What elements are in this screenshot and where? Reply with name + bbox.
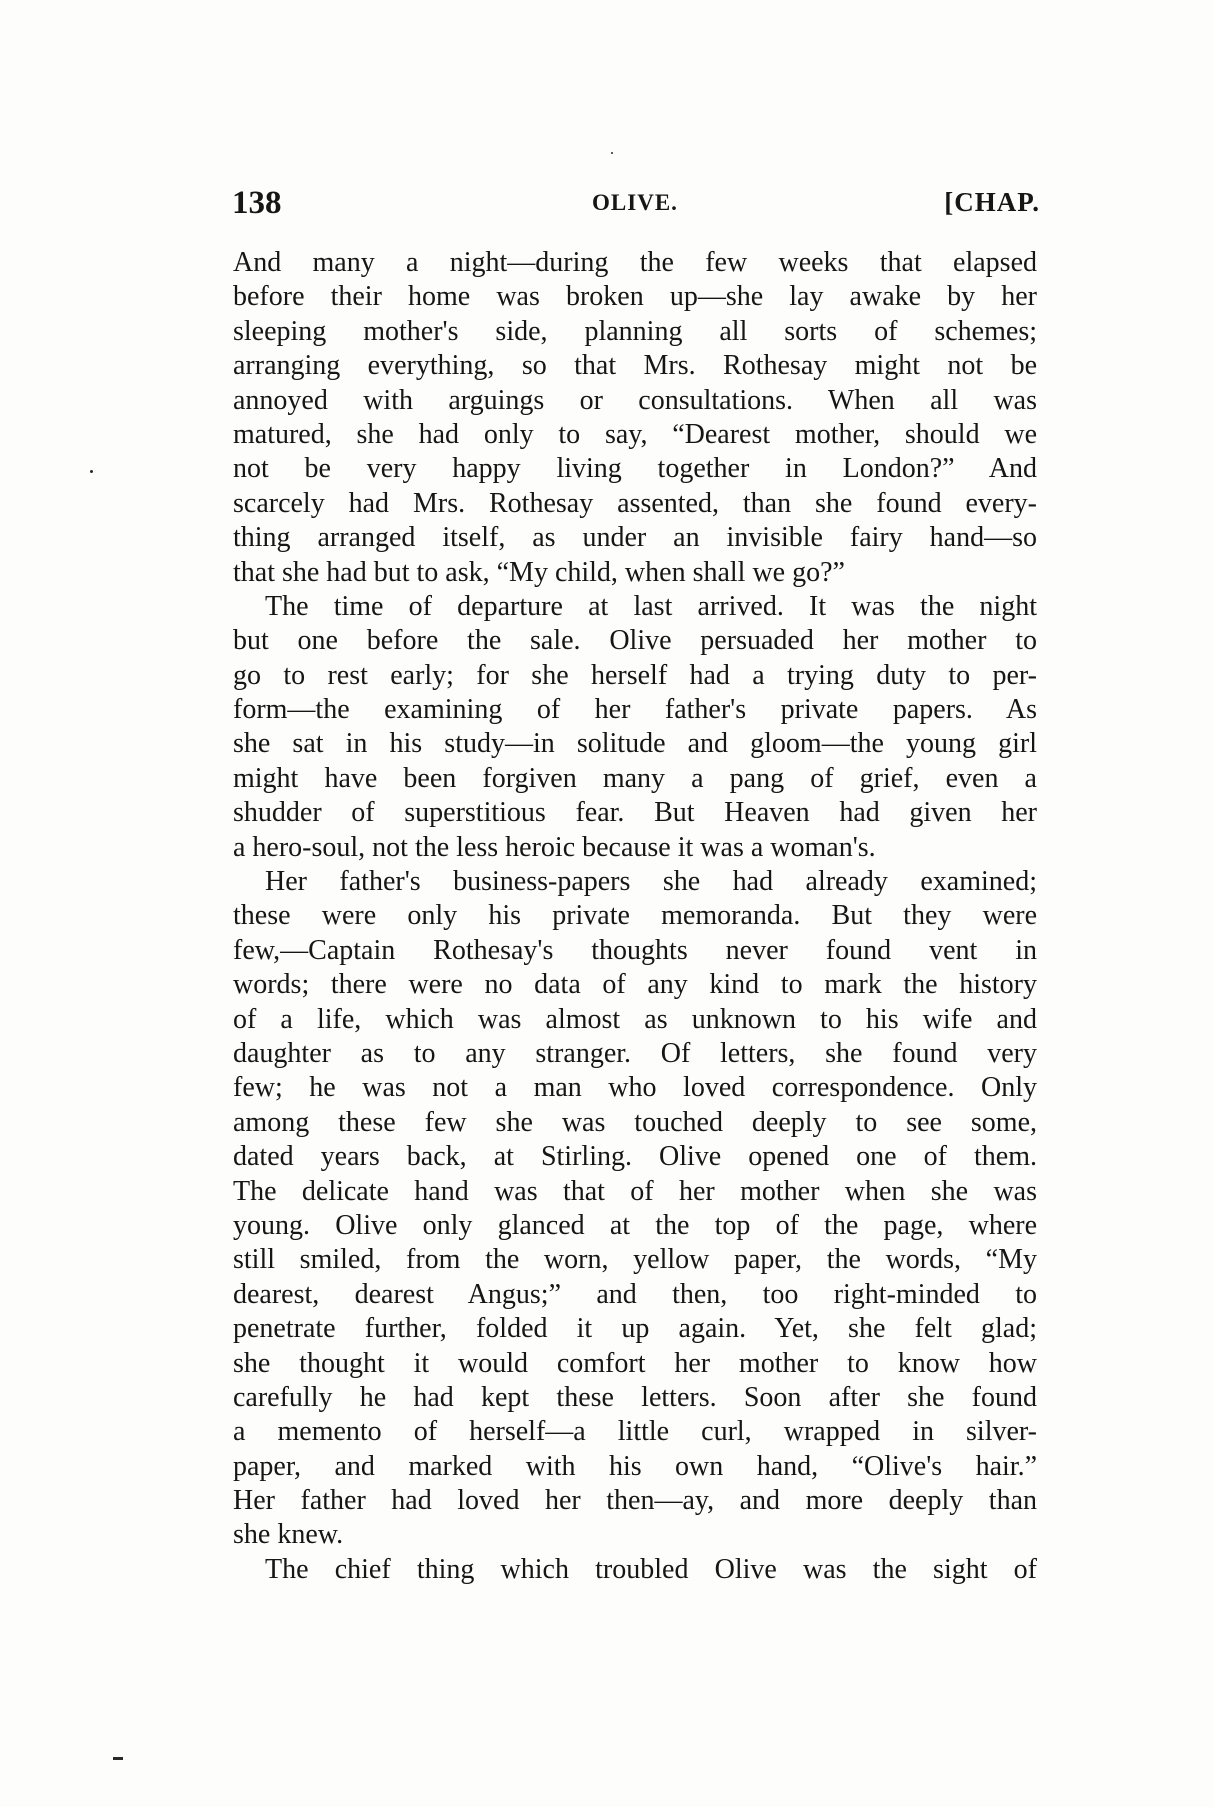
- text-line: of a life, which was almost as unknown to his wife and: [233, 1003, 1037, 1035]
- text-line: young. Olive only glanced at the top of the page, where: [233, 1209, 1037, 1241]
- text-line: Her father had loved her then—ay, and more deeply than: [233, 1485, 1037, 1517]
- scan-speck: [90, 470, 93, 473]
- text-line: scarcely had Mrs. Rothesay assented, than she found every-: [233, 487, 1037, 519]
- text-line: words; there were no data of any kind to mark the history: [233, 969, 1037, 1001]
- page-header: [230, 185, 1040, 225]
- text-line: The time of departure at last arrived. It was the night: [265, 590, 1037, 622]
- text-line: The chief thing which troubled Olive was the sight of: [265, 1553, 1037, 1585]
- text-line: she thought it would comfort her mother to know how: [233, 1347, 1037, 1379]
- text-line: dearest, dearest Angus;” and then, too right-minded to: [233, 1278, 1037, 1310]
- page-number: 138: [232, 185, 282, 221]
- text-line: paper, and marked with his own hand, “Olive's hair.”: [233, 1450, 1037, 1482]
- text-line: she sat in his study—in solitude and gloom—the young girl: [233, 728, 1037, 760]
- text-line: still smiled, from the worn, yellow paper, the words, “My: [233, 1244, 1037, 1276]
- text-line: form—the examining of her father's private papers. As: [233, 694, 1037, 726]
- text-line: a memento of herself—a little curl, wrapped in silver-: [233, 1416, 1037, 1448]
- body-text: [233, 246, 1037, 1587]
- text-line: not be very happy living together in London?” And: [233, 453, 1037, 485]
- text-line: penetrate further, folded it up again. Yet, she felt glad;: [233, 1313, 1037, 1345]
- text-line: The delicate hand was that of her mother when she was: [233, 1175, 1037, 1207]
- scan-speck: [611, 152, 613, 154]
- text-line: sleeping mother's side, planning all sorts of schemes;: [233, 315, 1037, 347]
- text-line: daughter as to any stranger. Of letters, she found very: [233, 1037, 1037, 1069]
- running-title: OLIVE.: [592, 190, 678, 215]
- text-line: that she had but to ask, “My child, when shall we go?”: [233, 556, 845, 588]
- text-line: Her father's business-papers she had already examined;: [265, 866, 1037, 898]
- scan-speck: [113, 1757, 123, 1760]
- text-line: shudder of superstitious fear. But Heaven had given her: [233, 797, 1037, 829]
- text-line: carefully he had kept these letters. Soon after she found: [233, 1381, 1037, 1413]
- text-line: but one before the sale. Olive persuaded her mother to: [233, 625, 1037, 657]
- text-line: before their home was broken up—she lay awake by her: [233, 281, 1037, 313]
- text-line: these were only his private memoranda. But they were: [233, 900, 1037, 932]
- text-line: annoyed with arguings or consultations. When all was: [233, 384, 1037, 416]
- text-line: arranging everything, so that Mrs. Rothesay might not be: [233, 350, 1037, 382]
- text-line: thing arranged itself, as under an invisible fairy hand—so: [233, 522, 1037, 554]
- text-line: few; he was not a man who loved correspondence. Only: [233, 1072, 1037, 1104]
- text-line: dated years back, at Stirling. Olive opened one of them.: [233, 1141, 1037, 1173]
- text-line: among these few she was touched deeply to see some,: [233, 1106, 1037, 1138]
- text-line: a hero-soul, not the less heroic because it was a woman's.: [233, 831, 876, 863]
- text-line: she knew.: [233, 1519, 344, 1551]
- text-line: few,—Captain Rothesay's thoughts never found vent in: [233, 934, 1037, 966]
- text-line: And many a night—during the few weeks that elapsed: [233, 247, 1037, 278]
- text-line: matured, she had only to say, “Dearest mother, should we: [233, 418, 1037, 450]
- text-line: go to rest early; for she herself had a trying duty to per-: [233, 659, 1037, 691]
- chapter-label: [CHAP.: [944, 187, 1040, 217]
- text-line: might have been forgiven many a pang of grief, even a: [233, 762, 1037, 794]
